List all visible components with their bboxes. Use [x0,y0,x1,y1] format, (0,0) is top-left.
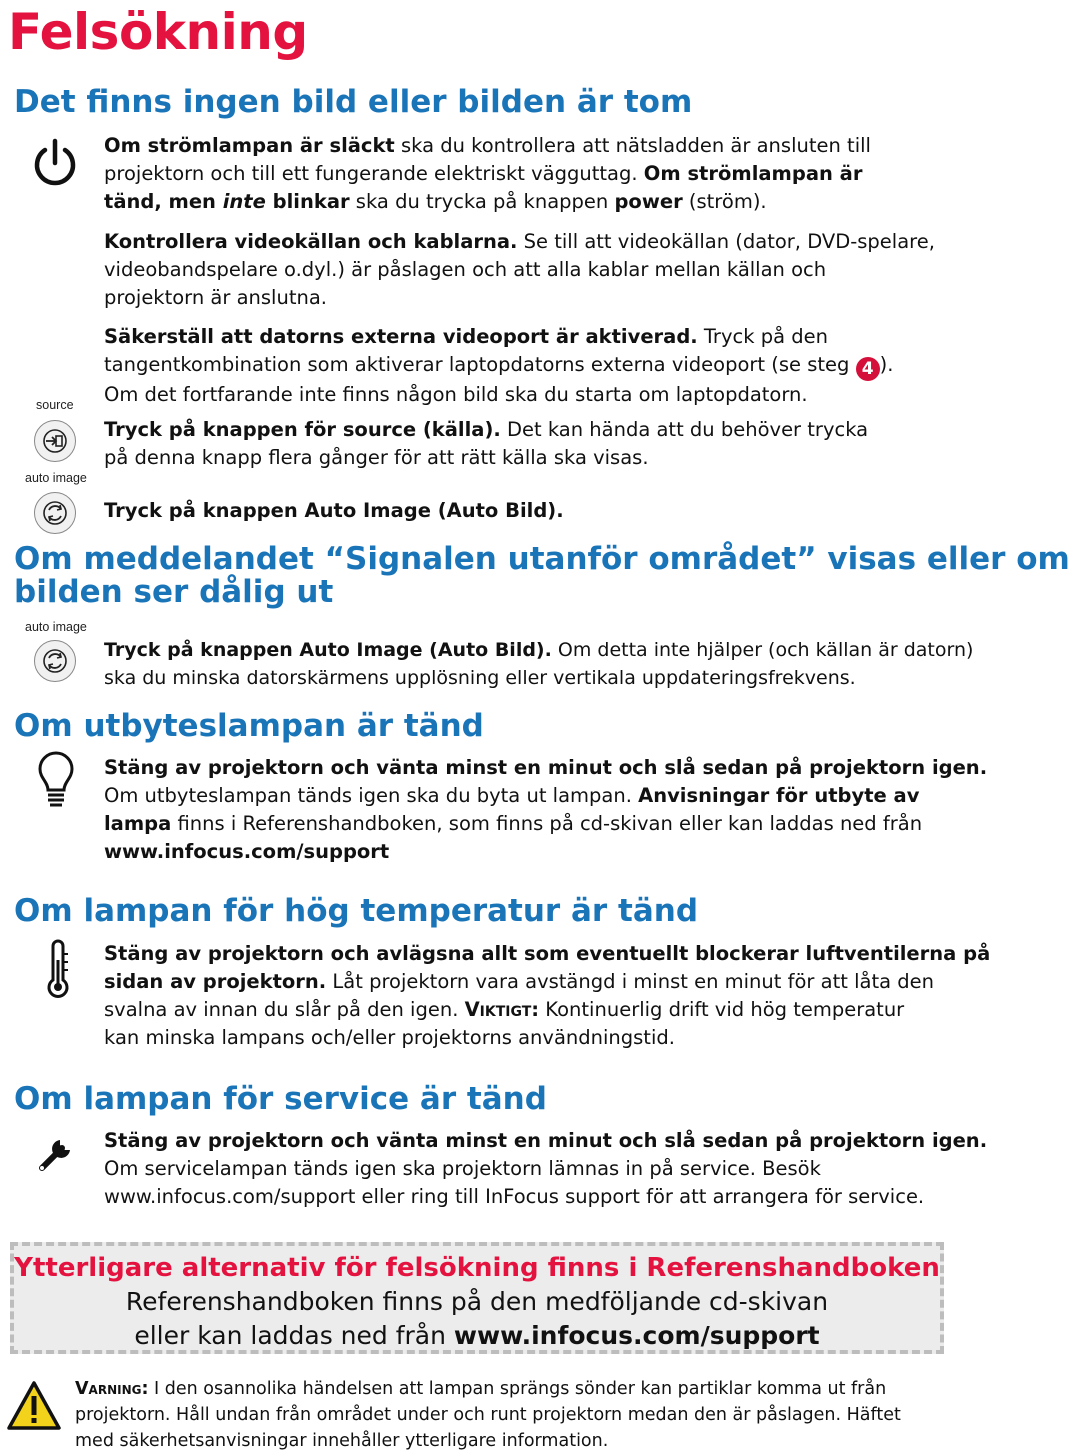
section-heading-replace-lamp: Om utbyteslampan är tänd [14,708,484,744]
source-button-icon [34,420,76,462]
callout-title: Ytterligare alternativ för felsökning finns i Referenshandboken [14,1253,940,1283]
lightbulb-icon [36,754,76,810]
section-heading-service: Om lampan för service är tänd [14,1081,547,1117]
callout-line-1: Referenshandboken finns på den medföljande cd-skivan [125,1287,829,1316]
paragraph-source-button: Tryck på knappen för source (källa). Det kan hända att du behöver trycka på denna knapp flera gånger för att rätt källa ska visas. [104,418,869,469]
power-icon [30,138,80,190]
auto-image-label-1: auto image [25,471,87,485]
wrench-icon [34,1132,78,1176]
source-label: source [36,398,74,412]
page-title: Felsökning [8,3,308,61]
paragraph-external-port: Säkerställ att datorns externa videoport är aktiverad. Tryck på den tangentkombination som aktiverar laptopdatorns externa videoport (se steg 4 ). Om det fortfarande inte finns någon bild ska du starta om laptopdatorn. [104,325,894,406]
auto-image-button-icon [34,492,76,534]
paragraph-power-lamp: Om strömlampan är släckt ska du kontrollera att nätsladden är ansluten till projektorn och till ett fungerande elektriskt vägguttag. Om strömlampan är tänd, men inte blinkar ska du trycka på knappen power (ström). [104,134,871,213]
support-link-1[interactable]: www.infocus.com/support [104,840,390,863]
support-link-3[interactable]: www.infocus.com/support [453,1321,820,1350]
warning-text: Varning: I den osannolika händelsen att lampan sprängs sönder kan partiklar komma ut från projektorn. Håll undan från området under och runt projektorn medan den är påslagen. Häftet med säkerhetsanvisningar innehåller ytterligare information. [75,1379,901,1451]
support-link-2[interactable]: www.infocus.com/support [104,1185,356,1208]
paragraph-service: Stäng av projektorn och vänta minst en minut och slå sedan på projektorn igen. Om servicelampan tänds igen ska projektorn lämnas in på service. Besök www.infocus.com/support eller ring till InFocus support för att arrangera för service. [104,1129,988,1208]
reference-callout [10,1242,944,1354]
section-heading-signal: Om meddelandet “Signalen utanför området” visas eller om bilden ser dålig ut [14,541,1070,610]
auto-image-button-icon-2 [34,640,76,682]
section-heading-no-image: Det finns ingen bild eller bilden är tom [14,84,693,120]
paragraph-replace-lamp: Stäng av projektorn och vänta minst en minut och slå sedan på projektorn igen. Om utbyteslampan tänds igen ska du byta ut lampan. Anvisningar för utbyte av lampa finns i Referenshandboken, som finns på cd-skivan eller kan laddas ned från www.infocus.com/support [104,756,988,863]
callout-line-2: eller kan laddas ned från www.infocus.com/support [134,1321,820,1350]
paragraph-signal: Tryck på knappen Auto Image (Auto Bild). Om detta inte hjälper (och källan är datorn) ska du minska datorskärmens upplösning eller vertikala uppdateringsfrekvens. [104,639,974,689]
thermometer-icon [44,940,72,1000]
paragraph-auto-image: Tryck på knappen Auto Image (Auto Bild). [104,499,564,522]
paragraph-temperature: Stäng av projektorn och avlägsna allt som eventuellt blockerar luftventilerna på sidan av projektorn. Låt projektorn vara avstängd i minst en minut för att låta den svalna av innan du slår på den igen. Viktigt: Kontinuerlig drift vid hög temperatur kan minska lampans och/eller projektorns användningstid. [104,942,991,1049]
paragraph-check-cables: Kontrollera videokällan och kablarna. Se till att videokällan (dator, DVD-spelare, videobandspelare o.dyl.) är påslagen och att alla kablar mellan källan och projektorn är anslutna. [104,230,935,309]
step-badge: 4 [856,357,880,381]
section-heading-temperature: Om lampan för hög temperatur är tänd [14,893,699,929]
auto-image-label-2: auto image [25,620,87,634]
warning-triangle-icon [6,1380,62,1432]
